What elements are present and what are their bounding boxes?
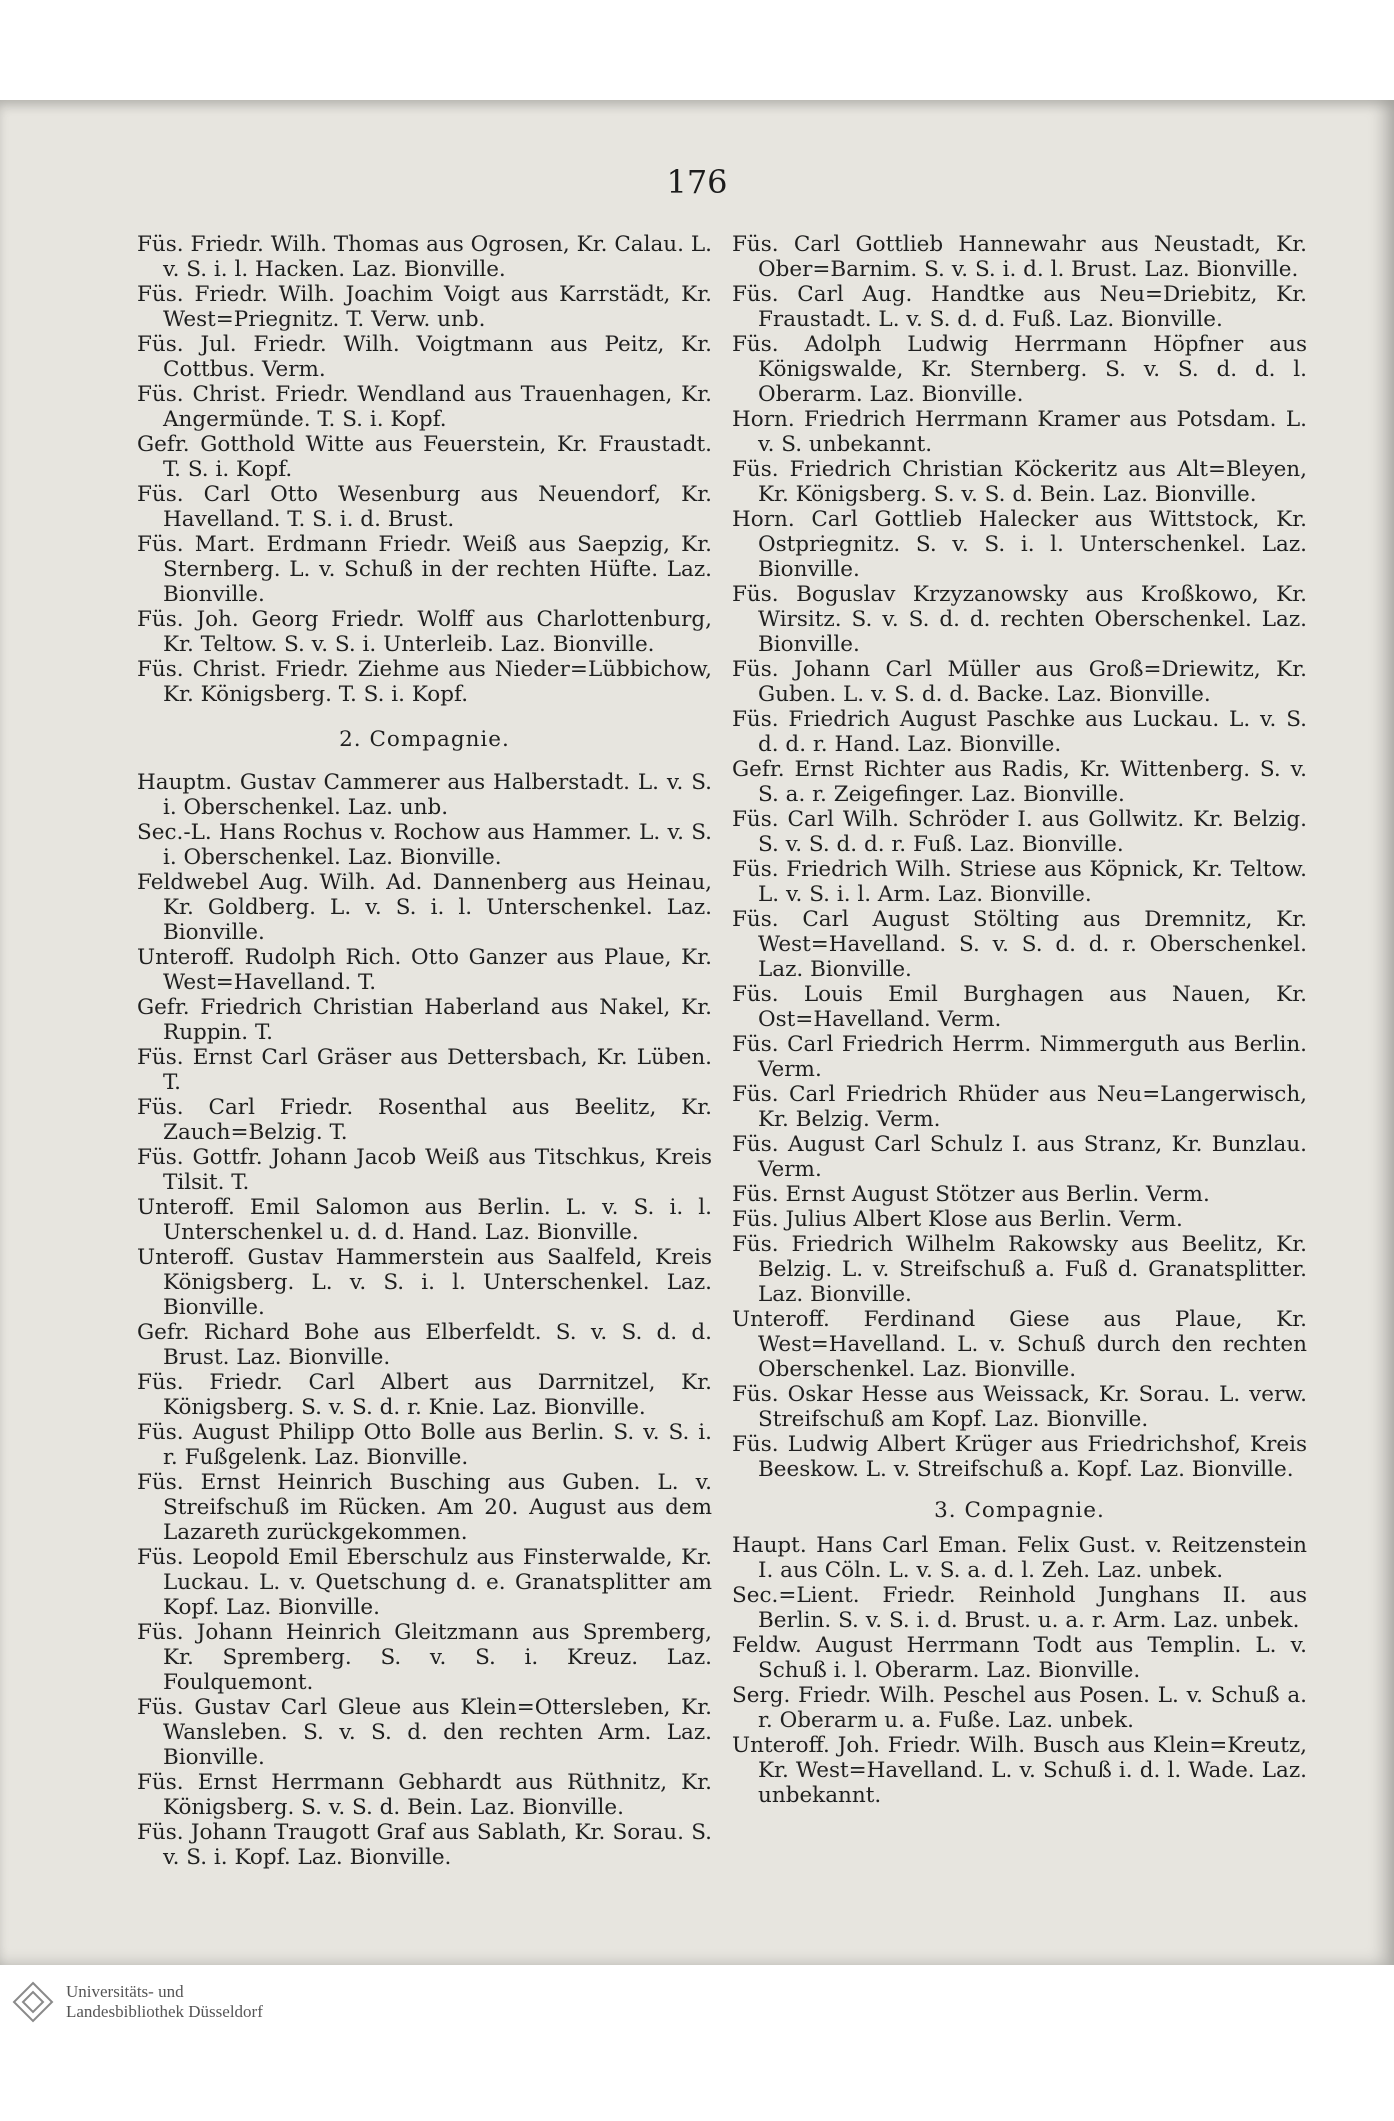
right-entries-bottom bbox=[732, 1533, 1307, 1808]
list-entry: Unteroff. Joh. Friedr. Wilh. Busch aus Klein=Kreutz, Kr. West=Havelland. L. v. Schuß i. d. l. Wade. Laz. unbekannt. bbox=[732, 1733, 1307, 1808]
list-entry: Füs. Ernst Herrmann Gebhardt aus Rüthnitz, Kr. Königsberg. S. v. S. d. Bein. Laz. Bionville. bbox=[137, 1770, 712, 1820]
library-name-line2: Landesbibliothek Düsseldorf bbox=[66, 2002, 263, 2021]
section-heading: 2. Compagnie. bbox=[339, 727, 510, 752]
list-entry: Füs. August Philipp Otto Bolle aus Berlin. S. v. S. i. r. Fußgelenk. Laz. Bionville. bbox=[137, 1420, 712, 1470]
list-entry: Hauptm. Gustav Cammerer aus Halberstadt. L. v. S. i. Oberschenkel. Laz. unb. bbox=[137, 770, 712, 820]
left-entries-bottom bbox=[137, 770, 712, 1870]
list-entry: Gefr. Friedrich Christian Haberland aus Nakel, Kr. Ruppin. T. bbox=[137, 995, 712, 1045]
list-entry: Feldwebel Aug. Wilh. Ad. Dannenberg aus Heinau, Kr. Goldberg. L. v. S. i. l. Unterschenkel. Laz. Bionville. bbox=[137, 870, 712, 945]
list-entry: Unteroff. Rudolph Rich. Otto Ganzer aus Plaue, Kr. West=Havelland. T. bbox=[137, 945, 712, 995]
list-entry: Horn. Carl Gottlieb Halecker aus Wittstock, Kr. Ostpriegnitz. S. v. S. i. l. Unterschenkel. Laz. Bionville. bbox=[732, 507, 1307, 582]
list-entry: Füs. Ludwig Albert Krüger aus Friedrichshof, Kreis Beeskow. L. v. Streifschuß a. Kopf. Laz. Bionville. bbox=[732, 1432, 1307, 1482]
list-entry: Füs. Boguslav Krzyzanowsky aus Kroßkowo, Kr. Wirsitz. S. v. S. d. d. rechten Oberschenkel. Laz. Bionville. bbox=[732, 582, 1307, 657]
list-entry: Füs. August Carl Schulz I. aus Stranz, Kr. Bunzlau. Verm. bbox=[732, 1132, 1307, 1182]
list-entry: Füs. Oskar Hesse aus Weissack, Kr. Sorau. L. verw. Streifschuß am Kopf. Laz. Bionville. bbox=[732, 1382, 1307, 1432]
list-entry: Gefr. Gotthold Witte aus Feuerstein, Kr. Fraustadt. T. S. i. Kopf. bbox=[137, 432, 712, 482]
list-entry: Füs. Leopold Emil Eberschulz aus Finsterwalde, Kr. Luckau. L. v. Quetschung d. e. Granatsplitter am Kopf. Laz. Bionville. bbox=[137, 1545, 712, 1620]
list-entry: Füs. Jul. Friedr. Wilh. Voigtmann aus Peitz, Kr. Cottbus. Verm. bbox=[137, 332, 712, 382]
library-name-line1: Universitäts- und bbox=[66, 1982, 184, 2001]
list-entry: Füs. Carl Gottlieb Hannewahr aus Neustadt, Kr. Ober=Barnim. S. v. S. i. d. l. Brust. Laz. Bionville. bbox=[732, 232, 1307, 282]
list-entry: Füs. Ernst Heinrich Busching aus Guben. L. v. Streifschuß im Rücken. Am 20. August aus dem Lazareth zurückgekommen. bbox=[137, 1470, 712, 1545]
right-entries-top bbox=[732, 232, 1307, 1482]
left-column bbox=[137, 232, 712, 1870]
list-entry: Füs. Carl Otto Wesenburg aus Neuendorf, Kr. Havelland. T. S. i. d. Brust. bbox=[137, 482, 712, 532]
page-number: 176 bbox=[666, 163, 728, 201]
list-entry: Füs. Friedrich August Paschke aus Luckau. L. v. S. d. d. r. Hand. Laz. Bionville. bbox=[732, 707, 1307, 757]
list-entry: Füs. Carl August Stölting aus Dremnitz, Kr. West=Havelland. S. v. S. d. d. r. Oberschenkel. Laz. Bionville. bbox=[732, 907, 1307, 982]
list-entry: Füs. Christ. Friedr. Wendland aus Trauenhagen, Kr. Angermünde. T. S. i. Kopf. bbox=[137, 382, 712, 432]
list-entry: Füs. Gustav Carl Gleue aus Klein=Ottersleben, Kr. Wansleben. S. v. S. d. den rechten Arm. Laz. Bionville. bbox=[137, 1695, 712, 1770]
list-entry: Füs. Friedrich Wilhelm Rakowsky aus Beelitz, Kr. Belzig. L. v. Streifschuß a. Fuß d. Granatsplitter. Laz. Bionville. bbox=[732, 1232, 1307, 1307]
list-entry: Füs. Ernst Carl Gräser aus Dettersbach, Kr. Lüben. T. bbox=[137, 1045, 712, 1095]
list-entry: Füs. Mart. Erdmann Friedr. Weiß aus Saepzig, Kr. Sternberg. L. v. Schuß in der rechten Hüfte. Laz. Bionville. bbox=[137, 532, 712, 607]
list-entry: Sec.-L. Hans Rochus v. Rochow aus Hammer. L. v. S. i. Oberschenkel. Laz. Bionville. bbox=[137, 820, 712, 870]
list-entry: Füs. Friedrich Christian Köckeritz aus Alt=Bleyen, Kr. Königsberg. S. v. S. d. Bein. Laz. Bionville. bbox=[732, 457, 1307, 507]
list-entry: Füs. Julius Albert Klose aus Berlin. Verm. bbox=[732, 1207, 1183, 1232]
list-entry: Füs. Carl Friedrich Rhüder aus Neu=Langerwisch, Kr. Belzig. Verm. bbox=[732, 1082, 1307, 1132]
list-entry: Füs. Gottfr. Johann Jacob Weiß aus Titschkus, Kreis Tilsit. T. bbox=[137, 1145, 712, 1195]
list-entry: Feldw. August Herrmann Todt aus Templin. L. v. Schuß i. l. Oberarm. Laz. Bionville. bbox=[732, 1633, 1307, 1683]
list-entry: Füs. Friedr. Carl Albert aus Darrnitzel, Kr. Königsberg. S. v. S. d. r. Knie. Laz. Bionville. bbox=[137, 1370, 712, 1420]
list-entry: Füs. Johann Traugott Graf aus Sablath, Kr. Sorau. S. v. S. i. Kopf. Laz. Bionville. bbox=[137, 1820, 712, 1870]
list-entry: Füs. Carl Friedr. Rosenthal aus Beelitz, Kr. Zauch=Belzig. T. bbox=[137, 1095, 712, 1145]
list-entry: Füs. Joh. Georg Friedr. Wolff aus Charlottenburg, Kr. Teltow. S. v. S. i. Unterleib. Laz. Bionville. bbox=[137, 607, 712, 657]
list-entry: Füs. Christ. Friedr. Ziehme aus Nieder=Lübbichow, Kr. Königsberg. T. S. i. Kopf. bbox=[137, 657, 712, 707]
right-column bbox=[732, 232, 1307, 1808]
list-entry: Haupt. Hans Carl Eman. Felix Gust. v. Reitzenstein I. aus Cöln. L. v. S. a. d. l. Zeh. Laz. unbek. bbox=[732, 1533, 1307, 1583]
list-entry: Füs. Carl Wilh. Schröder I. aus Gollwitz. Kr. Belzig. S. v. S. d. d. r. Fuß. Laz. Bionville. bbox=[732, 807, 1307, 857]
section-heading: 3. Compagnie. bbox=[934, 1498, 1105, 1523]
list-entry: Füs. Friedr. Wilh. Joachim Voigt aus Karrstädt, Kr. West=Priegnitz. T. Verw. unb. bbox=[137, 282, 712, 332]
list-entry: Serg. Friedr. Wilh. Peschel aus Posen. L. v. Schuß a. r. Oberarm u. a. Fuße. Laz. unbek. bbox=[732, 1683, 1307, 1733]
list-entry: Horn. Friedrich Herrmann Kramer aus Potsdam. L. v. S. unbekannt. bbox=[732, 407, 1307, 457]
list-entry: Füs. Carl Friedrich Herrm. Nimmerguth aus Berlin. Verm. bbox=[732, 1032, 1307, 1082]
list-entry: Füs. Adolph Ludwig Herrmann Höpfner aus Königswalde, Kr. Sternberg. S. v. S. d. d. l. Oberarm. Laz. Bionville. bbox=[732, 332, 1307, 407]
list-entry: Füs. Carl Aug. Handtke aus Neu=Driebitz, Kr. Fraustadt. L. v. S. d. d. Fuß. Laz. Bionville. bbox=[732, 282, 1307, 332]
left-entries-top bbox=[137, 232, 712, 707]
list-entry: Unteroff. Ferdinand Giese aus Plaue, Kr. West=Havelland. L. v. Schuß durch den rechten Oberschenkel. Laz. Bionville. bbox=[732, 1307, 1307, 1382]
list-entry: Füs. Louis Emil Burghagen aus Nauen, Kr. Ost=Havelland. Verm. bbox=[732, 982, 1307, 1032]
list-entry: Gefr. Richard Bohe aus Elberfeldt. S. v. S. d. d. Brust. Laz. Bionville. bbox=[137, 1320, 712, 1370]
list-entry: Unteroff. Emil Salomon aus Berlin. L. v. S. i. l. Unterschenkel u. d. d. Hand. Laz. Bionville. bbox=[137, 1195, 712, 1245]
list-entry: Füs. Friedr. Wilh. Thomas aus Ogrosen, Kr. Calau. L. v. S. i. l. Hacken. Laz. Bionville. bbox=[137, 232, 712, 282]
library-name bbox=[66, 1982, 263, 2022]
list-entry: Füs. Johann Heinrich Gleitzmann aus Spremberg, Kr. Spremberg. S. v. S. i. Kreuz. Laz. Foulquemont. bbox=[137, 1620, 712, 1695]
list-entry: Füs. Johann Carl Müller aus Groß=Driewitz, Kr. Guben. L. v. S. d. d. Backe. Laz. Bionville. bbox=[732, 657, 1307, 707]
list-entry: Füs. Friedrich Wilh. Striese aus Köpnick, Kr. Teltow. L. v. S. i. l. Arm. Laz. Bionville. bbox=[732, 857, 1307, 907]
library-logo-icon bbox=[10, 1979, 56, 2025]
list-entry: Sec.=Lient. Friedr. Reinhold Junghans II. aus Berlin. S. v. S. i. d. Brust. u. a. r. Arm. Laz. unbek. bbox=[732, 1583, 1307, 1633]
list-entry: Gefr. Ernst Richter aus Radis, Kr. Wittenberg. S. v. S. a. r. Zeigefinger. Laz. Bionville. bbox=[732, 757, 1307, 807]
list-entry: Füs. Ernst August Stötzer aus Berlin. Verm. bbox=[732, 1182, 1210, 1207]
list-entry: Unteroff. Gustav Hammerstein aus Saalfeld, Kreis Königsberg. L. v. S. i. l. Unterschenkel. Laz. Bionville. bbox=[137, 1245, 712, 1320]
library-footer bbox=[10, 1976, 263, 2028]
